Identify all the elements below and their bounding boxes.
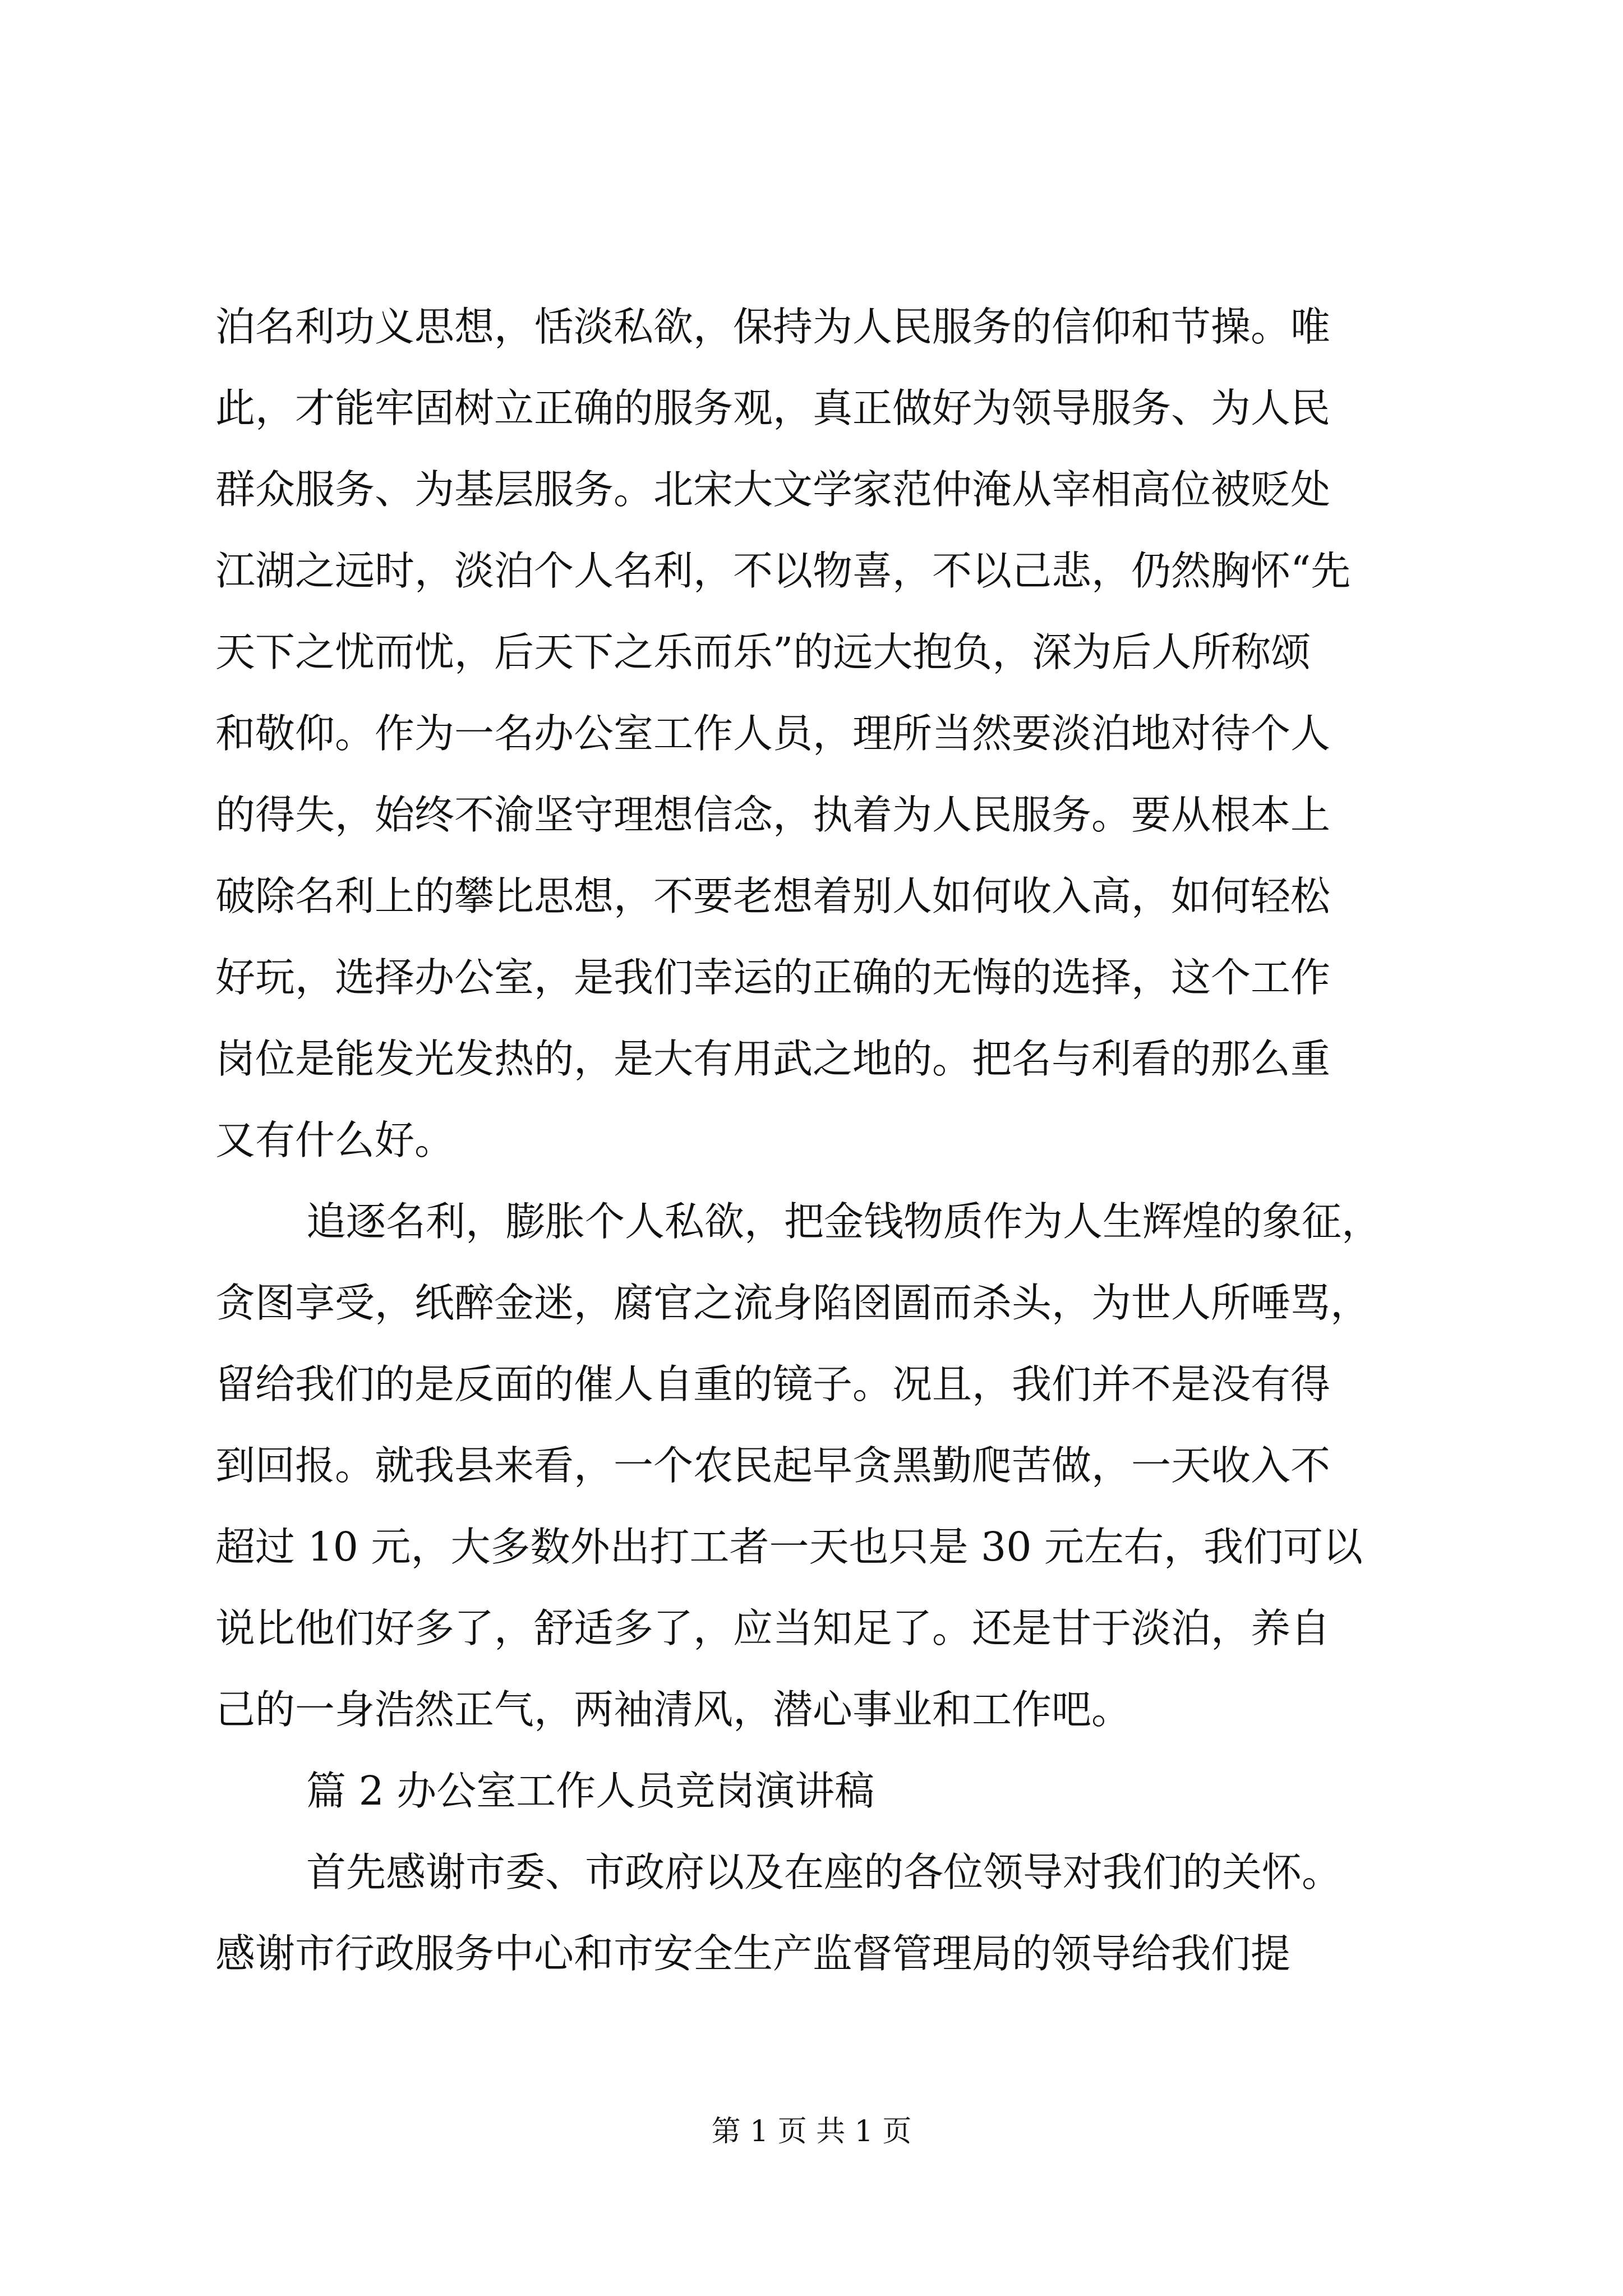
page-footer: 第 1 页 共 1 页	[711, 2115, 912, 2148]
paragraph-start-line: 首先感谢市委、市政府以及在座的各位领导对我们的关怀。	[306, 1849, 1342, 1895]
text-line: 留给我们的是反面的催人自重的镜子。况且，我们并不是没有得	[215, 1361, 1331, 1407]
text-line: 岗位是能发光发热的，是大有用武之地的。把名与利看的那么重	[215, 1036, 1331, 1082]
text-line: 超过 10 元，大多数外出打工者一天也只是 30 元左右，我们可以	[215, 1524, 1363, 1570]
paragraph-start-line: 追逐名利，膨胀个人私欲，把金钱物质作为人生辉煌的象征，	[306, 1198, 1382, 1245]
text-line: 己的一身浩然正气，两袖清风，潜心事业和工作吧。	[215, 1686, 1132, 1733]
section-heading: 篇 2 办公室工作人员竞岗演讲稿	[306, 1768, 875, 1814]
text-line: 和敬仰。作为一名办公室工作人员，理所当然要淡泊地对待个人	[215, 710, 1331, 757]
text-line: 破除名利上的攀比思想，不要老想着别人如何收入高，如何轻松	[215, 873, 1331, 919]
text-line: 又有什么好。	[215, 1117, 455, 1163]
text-line: 贪图享受，纸醉金迷，腐官之流身陷囹圄而杀头，为世人所唾骂，	[215, 1280, 1371, 1326]
text-line: 群众服务、为基层服务。北宋大文学家范仲淹从宰相高位被贬处	[215, 466, 1331, 513]
text-line: 到回报。就我县来看，一个农民起早贪黑勤爬苦做，一天收入不	[215, 1442, 1331, 1489]
text-line: 江湖之远时，淡泊个人名利，不以物喜，不以己悲，仍然胸怀“先	[215, 547, 1351, 594]
text-line: 天下之忧而忧，后天下之乐而乐”的远大抱负，深为后人所称颂	[215, 629, 1311, 675]
text-line: 的得失，始终不渝坚守理想信念，执着为人民服务。要从根本上	[215, 792, 1331, 838]
text-line: 好玩，选择办公室，是我们幸运的正确的无悔的选择，这个工作	[215, 954, 1331, 1001]
text-line: 此，才能牢固树立正确的服务观，真正做好为领导服务、为人民	[215, 385, 1331, 431]
text-line: 说比他们好多了，舒适多了，应当知足了。还是甘于淡泊，养自	[215, 1605, 1331, 1651]
text-line: 泊名利功义思想，恬淡私欲，保持为人民服务的信仰和节操。唯	[215, 303, 1331, 350]
text-line: 感谢市行政服务中心和市安全生产监督管理局的领导给我们提	[215, 1930, 1291, 1977]
